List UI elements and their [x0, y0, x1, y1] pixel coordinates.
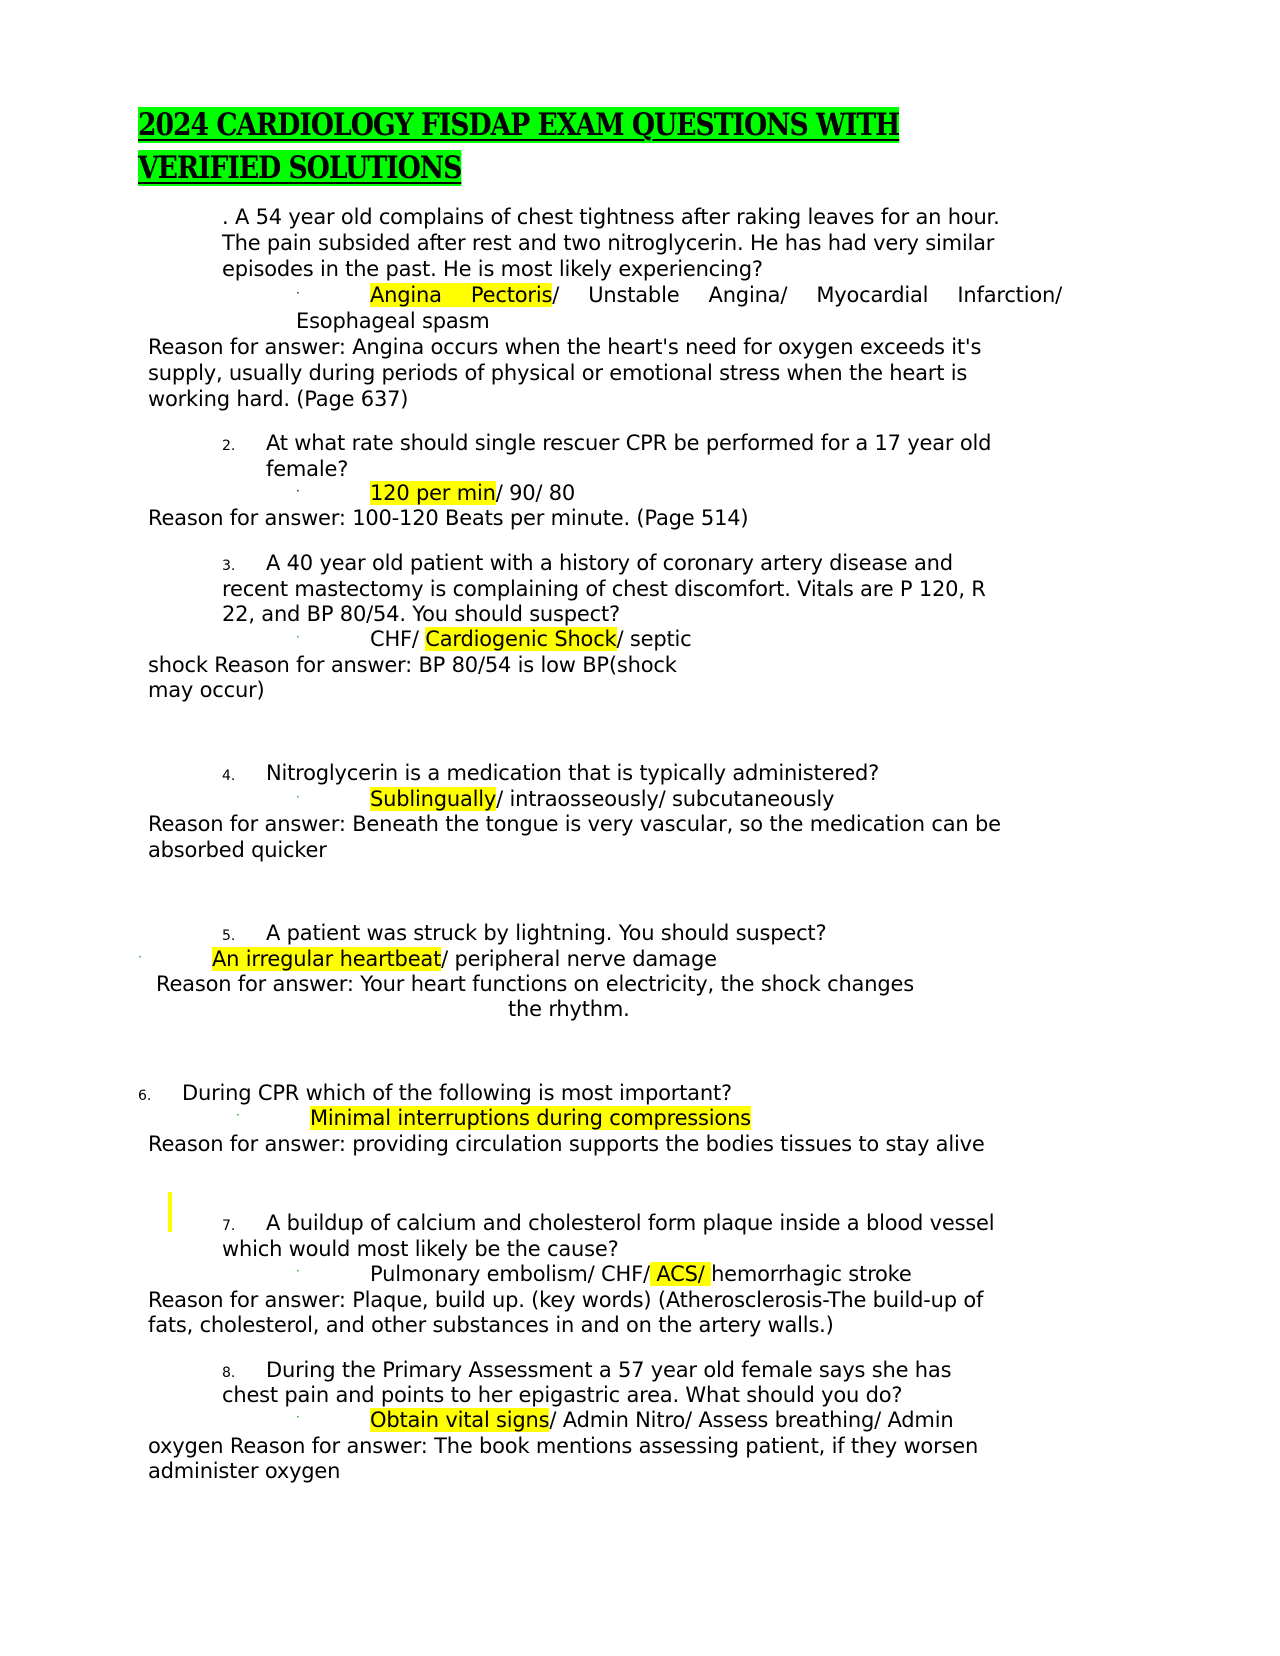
reason-1-2: supply, usually during periods of physical or emotional stress when the heart is	[148, 361, 968, 385]
bullet-icon: ·	[296, 1410, 300, 1424]
question-1-text: . A 54 year old complains of chest tightness after raking leaves for an hour.	[222, 205, 1000, 229]
reason-3: shock Reason for answer: BP 80/54 is low BP(shock	[148, 653, 677, 677]
correct-answer: Minimal interruptions during compressions	[310, 1106, 751, 1130]
question-2-options: 120 per min/ 90/ 80	[370, 481, 576, 505]
reason-4-2: absorbed quicker	[148, 838, 327, 862]
question-5-text: A patient was struck by lightning. You should suspect?	[266, 921, 827, 945]
reason-3-2: may occur)	[148, 678, 265, 702]
correct-answer: 120 per min	[370, 481, 496, 505]
question-3-text: A 40 year old patient with a history of coronary artery disease and	[266, 551, 953, 575]
question-4-options: Sublingually/ intraosseously/ subcutaneously	[370, 787, 835, 811]
question-8-text-2: chest pain and points to her epigastric area. What should you do?	[222, 1383, 903, 1407]
correct-answer: Cardiogenic Shock	[425, 627, 617, 651]
reason-1-3: working hard. (Page 637)	[148, 387, 409, 411]
question-number: 7.	[222, 1218, 236, 1234]
reason-8: oxygen Reason for answer: The book mentions assessing patient, if they worsen	[148, 1434, 979, 1458]
question-number: 3.	[222, 558, 236, 574]
question-1-options-2: Esophageal spasm	[296, 309, 490, 333]
correct-answer: ACS/	[649, 1262, 712, 1286]
correct-answer: An irregular heartbeat	[212, 947, 442, 971]
reason-4: Reason for answer: Beneath the tongue is very vascular, so the medication can be	[148, 812, 1001, 836]
reason-7: Reason for answer: Plaque, build up. (key words) (Atherosclerosis-The build-up of	[148, 1288, 984, 1312]
reason-6: Reason for answer: providing circulation supports the bodies tissues to stay alive	[148, 1132, 985, 1156]
document-title	[138, 104, 899, 190]
correct-answer: Angina Pectoris	[370, 283, 553, 307]
reason-5-2: the rhythm.	[508, 997, 630, 1021]
question-number: 2.	[222, 438, 236, 454]
reason-1: Reason for answer: Angina occurs when the heart's need for oxygen exceeds it's	[148, 335, 982, 359]
question-number: 6.	[138, 1088, 152, 1104]
bullet-icon: ·	[236, 1108, 240, 1122]
question-1-options: Angina Pectoris/ Unstable Angina/ Myocardial Infarction/	[370, 283, 1062, 307]
bullet-icon: ·	[138, 950, 142, 964]
question-7-text-2: which would most likely be the cause?	[222, 1237, 619, 1261]
title-line-2: VERIFIED SOLUTIONS	[138, 150, 462, 186]
bullet-icon: ·	[296, 630, 300, 644]
question-2-text: At what rate should single rescuer CPR be performed for a 17 year old	[266, 431, 992, 455]
question-1-text-3: episodes in the past. He is most likely experiencing?	[222, 257, 763, 281]
correct-answer: Sublingually	[370, 787, 497, 811]
highlight-mark	[168, 1192, 172, 1232]
question-4-text: Nitroglycerin is a medication that is typically administered?	[266, 761, 880, 785]
question-7-options: Pulmonary embolism/ CHF/ ACS/ hemorrhagic stroke	[370, 1262, 912, 1286]
question-1-text-2: The pain subsided after rest and two nitroglycerin. He has had very similar	[222, 231, 995, 255]
title-line-1: 2024 CARDIOLOGY FISDAP EXAM QUESTIONS WITH	[138, 107, 900, 143]
reason-7-2: fats, cholesterol, and other substances in and on the artery walls.)	[148, 1313, 834, 1337]
correct-answer: Obtain vital signs	[370, 1408, 550, 1432]
bullet-icon: ·	[296, 286, 300, 300]
question-3-options: CHF/ Cardiogenic Shock/ septic	[370, 627, 692, 651]
question-6-options	[310, 1105, 751, 1131]
reason-5: Reason for answer: Your heart functions on electricity, the shock changes	[156, 972, 914, 996]
reason-2: Reason for answer: 100-120 Beats per minute. (Page 514)	[148, 506, 749, 530]
bullet-icon: ·	[296, 484, 300, 498]
question-number: 8.	[222, 1365, 236, 1381]
question-number: 4.	[222, 768, 236, 784]
question-3-text-2: recent mastectomy is complaining of chest discomfort. Vitals are P 120, R	[222, 577, 986, 601]
question-5-options: An irregular heartbeat/ peripheral nerve damage	[212, 947, 717, 971]
question-3-text-3: 22, and BP 80/54. You should suspect?	[222, 602, 620, 626]
bullet-icon: ·	[296, 1264, 300, 1278]
question-2-text-2: female?	[266, 457, 349, 481]
question-number: 5.	[222, 928, 236, 944]
reason-8-2: administer oxygen	[148, 1459, 341, 1483]
bullet-icon: ·	[296, 790, 300, 804]
question-7-text: A buildup of calcium and cholesterol form plaque inside a blood vessel	[266, 1211, 995, 1235]
question-6-text: During CPR which of the following is most important?	[182, 1081, 732, 1105]
question-8-options: Obtain vital signs/ Admin Nitro/ Assess breathing/ Admin	[370, 1408, 954, 1432]
question-8-text: During the Primary Assessment a 57 year old female says she has	[266, 1358, 952, 1382]
